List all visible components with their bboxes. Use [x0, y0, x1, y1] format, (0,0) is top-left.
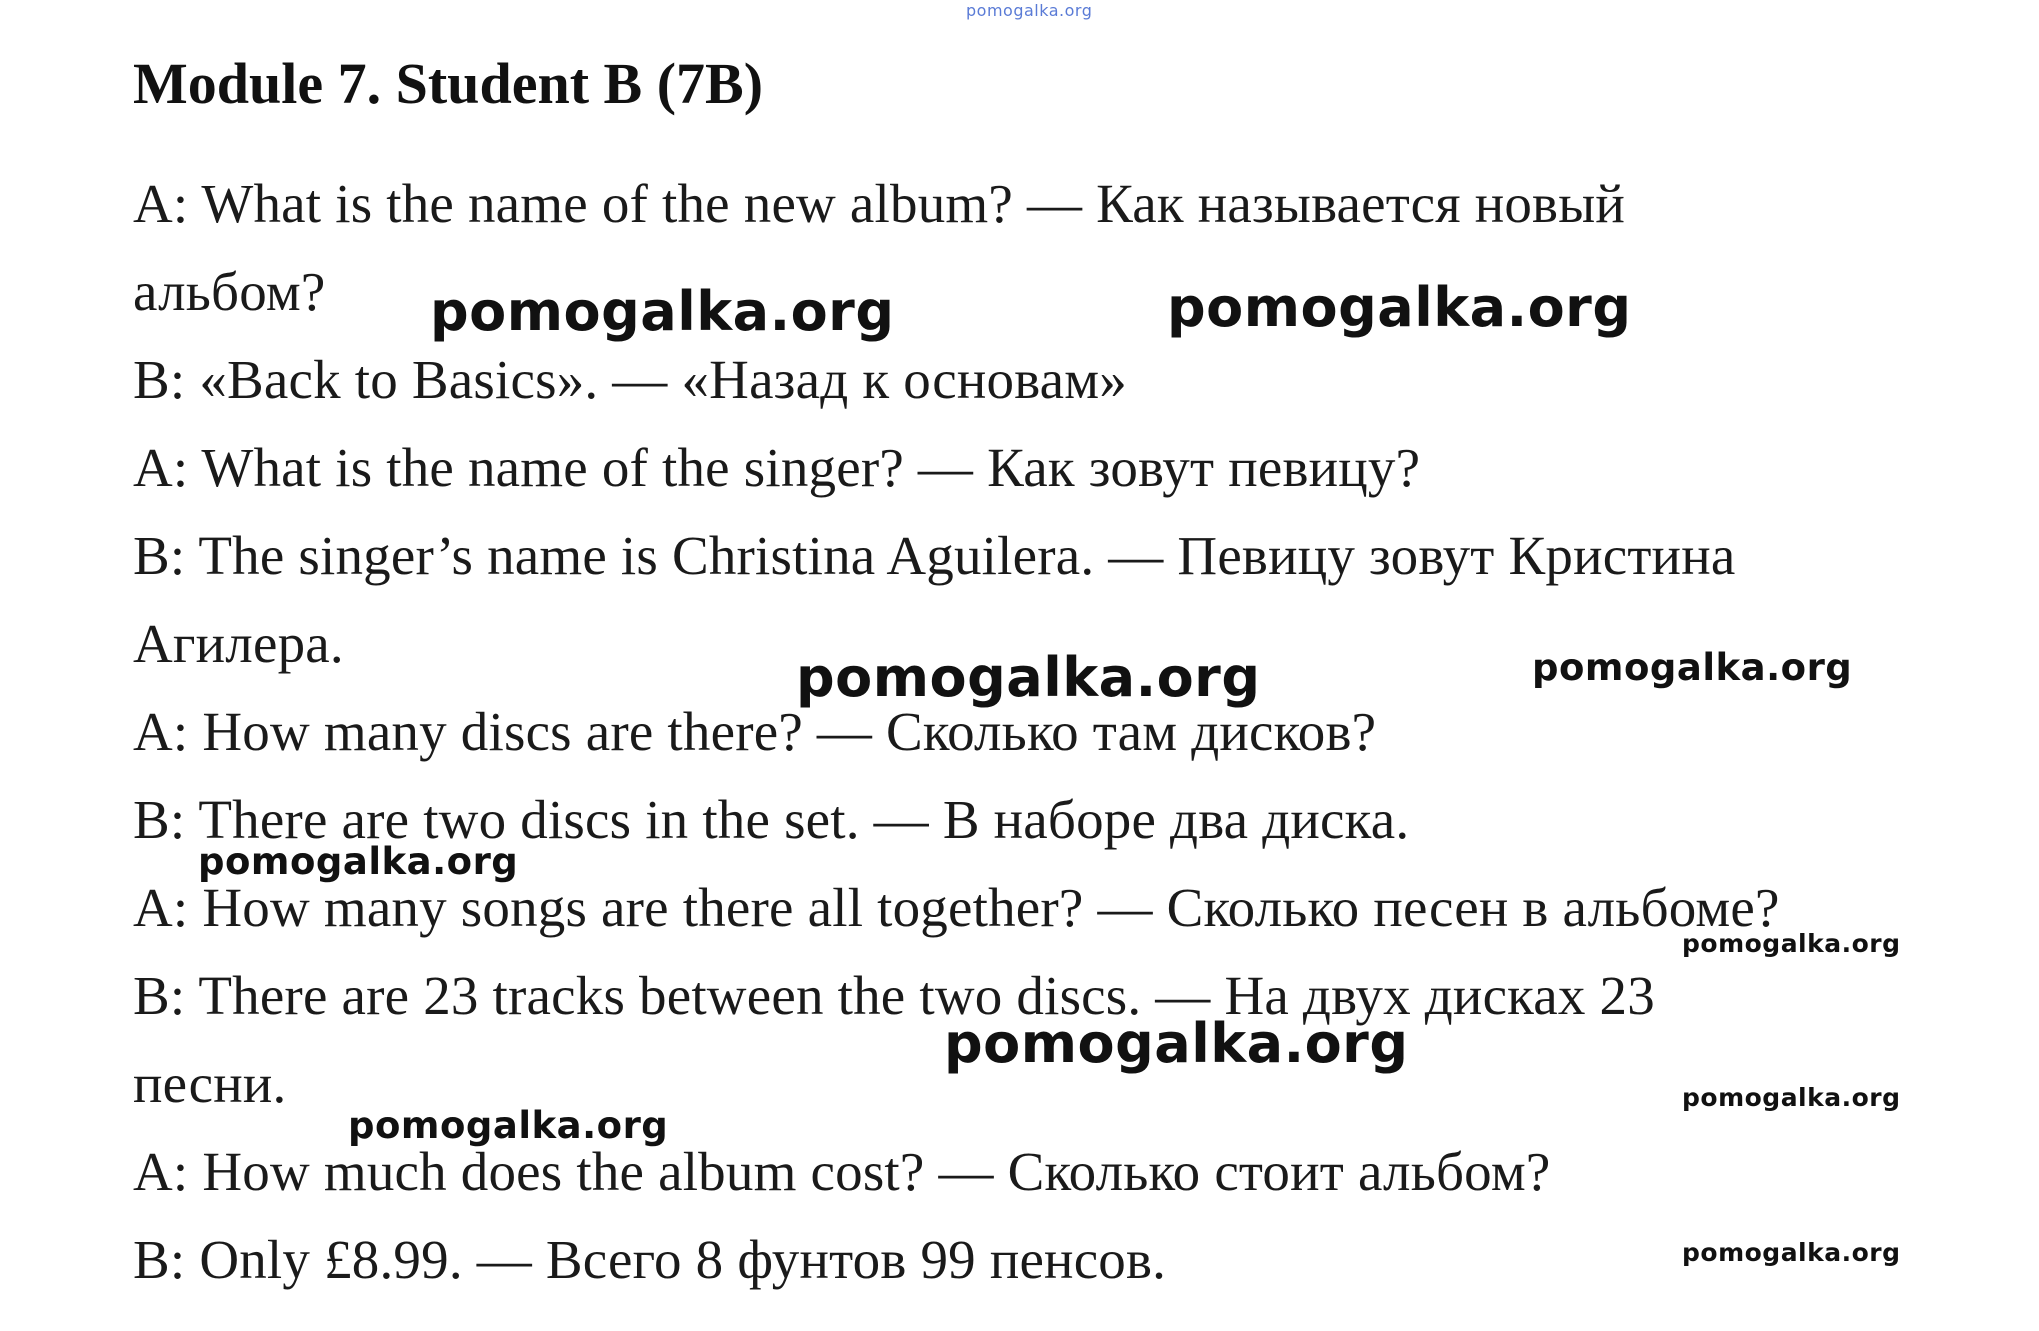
dialogue-line: A: How many discs are there? — Сколько там дисков? — [133, 701, 1377, 762]
dialogue-line: B: There are 23 tracks between the two discs. — На двух дисках 23 — [133, 965, 1655, 1026]
dialogue-line: альбом? — [133, 261, 326, 322]
watermark: pomogalka.org — [1682, 929, 1901, 958]
dialogue-line: B: The singer’s name is Christina Aguilera. — Певицу зовут Кристина — [133, 525, 1736, 586]
watermark: pomogalka.org — [1167, 276, 1632, 339]
dialogue-line: A: What is the name of the new album? — Как называется новый — [133, 173, 1626, 234]
watermark: pomogalka.org — [1682, 1083, 1901, 1112]
watermark: pomogalka.org — [430, 280, 895, 343]
watermark: pomogalka.org — [944, 1012, 1409, 1075]
dialogue-line: B: Only £8.99. — Всего 8 фунтов 99 пенсов. — [133, 1229, 1167, 1290]
dialogue-line: A: What is the name of the singer? — Как зовут певицу? — [133, 437, 1421, 498]
dialogue-line: B: «Back to Basics». — «Назад к основам» — [133, 349, 1127, 410]
dialogue-line: A: How many songs are there all together? — Сколько песен в альбоме? — [133, 877, 1780, 938]
watermark: pomogalka.org — [1682, 1238, 1901, 1267]
dialogue-line: песни. — [133, 1053, 287, 1114]
watermark: pomogalka.org — [348, 1104, 669, 1147]
dialogue-line: Агилера. — [133, 613, 344, 674]
page-title: Module 7. Student B (7B) — [133, 51, 764, 116]
top-watermark: pomogalka.org — [966, 1, 1093, 20]
watermark: pomogalka.org — [1532, 646, 1853, 689]
watermark: pomogalka.org — [796, 646, 1261, 709]
watermark: pomogalka.org — [198, 840, 519, 883]
dialogue-line: A: How much does the album cost? — Сколько стоит альбом? — [133, 1141, 1551, 1202]
dialogue-line: B: There are two discs in the set. — В наборе два диска. — [133, 789, 1410, 850]
